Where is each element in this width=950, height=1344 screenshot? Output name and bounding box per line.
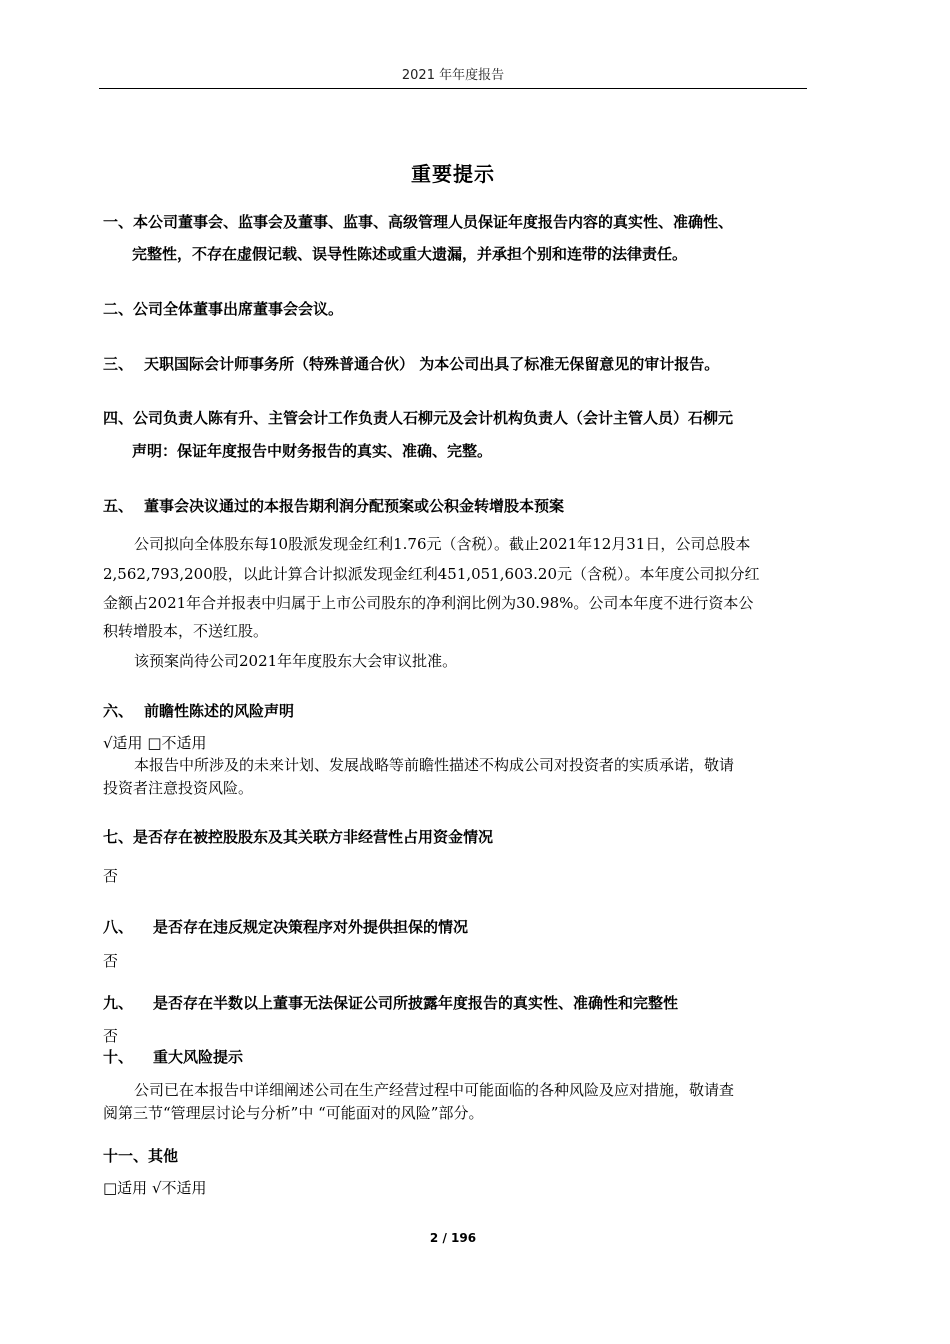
section-9-number: 九、 [103, 994, 134, 1012]
section-6-applicability: √适用 □不适用 [103, 734, 207, 752]
section-1-line-1: 一、本公司董事会、监事会及董事、监事、高级管理人员保证年度报告内容的真实性、准确性、 [103, 213, 734, 231]
section-2-heading: 二、公司全体董事出席董事会会议。 [103, 300, 344, 318]
section-5-body-line: 2,562,793,200股，以此计算合计拟派发现金红利451,051,603.20元（含税）。本年度公司拟分红 [103, 565, 760, 583]
header-rule [99, 88, 807, 89]
section-10-body-line: 阅第三节“管理层讨论与分析”中 “可能面对的风险”部分。 [103, 1104, 484, 1122]
section-6-heading: 前瞻性陈述的风险声明 [144, 702, 295, 720]
section-7-heading: 七、是否存在被控股股东及其关联方非经营性占用资金情况 [103, 828, 494, 846]
section-1-line-2: 完整性，不存在虚假记载、误导性陈述或重大遗漏，并承担个别和连带的法律责任。 [132, 245, 688, 263]
page-header: 2021 年年度报告 [401, 68, 505, 83]
section-7-answer: 否 [103, 867, 119, 885]
page-title: 重要提示 [411, 162, 495, 186]
section-5-body-line: 积转增股本，不送红股。 [103, 622, 269, 640]
section-4-line-1: 四、公司负责人陈有升、主管会计工作负责人石柳元及会计机构负责人（会计主管人员）石柳元 [103, 409, 734, 427]
section-6-number: 六、 [103, 702, 134, 720]
section-9-answer: 否 [103, 1027, 119, 1045]
section-11-applicability: □适用 √不适用 [103, 1179, 207, 1197]
section-4-line-2: 声明：保证年度报告中财务报告的真实、准确、完整。 [132, 442, 493, 460]
section-5-heading: 董事会决议通过的本报告期利润分配预案或公积金转增股本预案 [144, 497, 565, 515]
section-8-heading: 是否存在违反规定决策程序对外提供担保的情况 [153, 918, 469, 936]
section-10-heading: 重大风险提示 [153, 1048, 244, 1066]
section-3-heading: 天职国际会计师事务所（特殊普通合伙） 为本公司出具了标准无保留意见的审计报告。 [144, 355, 720, 373]
page-number: 2 / 196 [429, 1231, 477, 1245]
section-5-number: 五、 [103, 497, 134, 515]
section-3-number: 三、 [103, 355, 134, 373]
section-8-answer: 否 [103, 952, 119, 970]
section-10-number: 十、 [103, 1048, 134, 1066]
section-5-body-line: 金额占2021年合并报表中归属于上市公司股东的净利润比例为30.98%。公司本年度不进行资本公 [103, 594, 754, 612]
section-5-body-line: 该预案尚待公司2021年年度股东大会审议批准。 [134, 652, 458, 670]
section-10-body-line: 公司已在本报告中详细阐述公司在生产经营过程中可能面临的各种风险及应对措施，敬请查 [134, 1081, 735, 1099]
section-8-number: 八、 [103, 918, 134, 936]
section-6-body-line: 本报告中所涉及的未来计划、发展战略等前瞻性描述不构成公司对投资者的实质承诺，敬请 [134, 756, 735, 774]
section-6-body-line: 投资者注意投资风险。 [103, 779, 254, 797]
section-11-heading: 十一、其他 [103, 1147, 179, 1165]
section-9-heading: 是否存在半数以上董事无法保证公司所披露年度报告的真实性、准确性和完整性 [153, 994, 679, 1012]
section-5-body-line: 公司拟向全体股东每10股派发现金红利1.76元（含税）。截止2021年12月31日，公司总股本 [134, 535, 751, 553]
